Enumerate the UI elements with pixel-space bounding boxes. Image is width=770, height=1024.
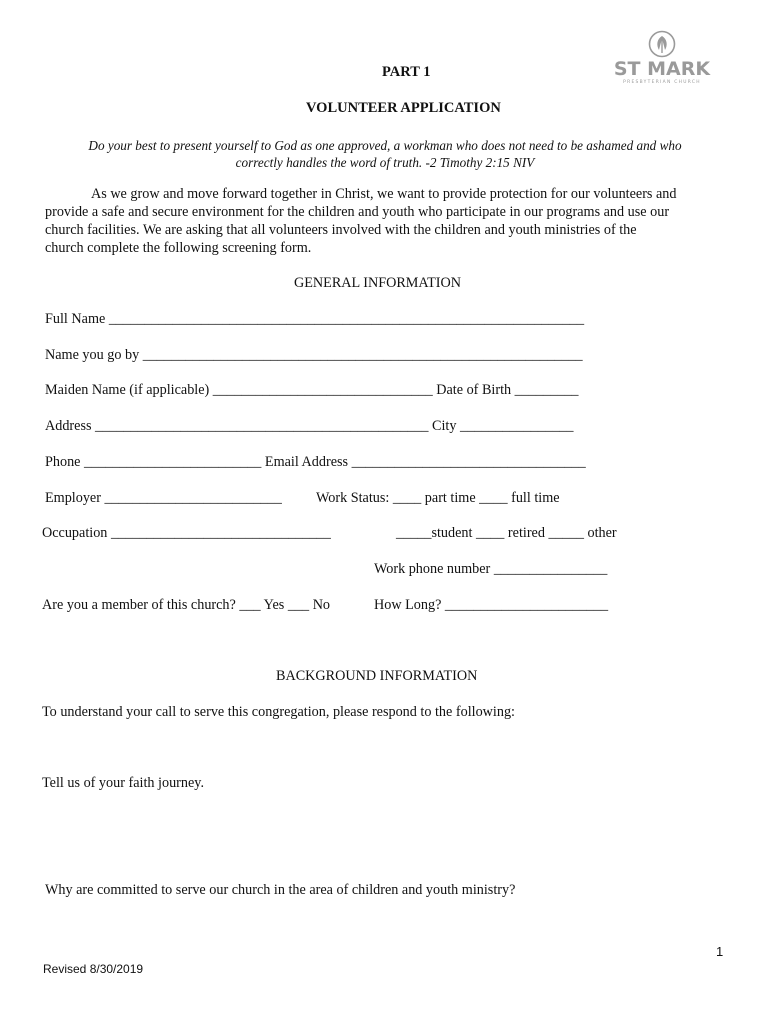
maiden-name-and-birth-date-field[interactable]: Maiden Name (if applicable) _______________________________ Date of Birth _________ [45,382,579,398]
page-number: 1 [716,944,724,959]
faith-journey-question: Tell us of your faith journey. [42,775,204,791]
background-information-heading: BACKGROUND INFORMATION [276,668,478,684]
membership-duration-field[interactable]: How Long? _______________________ [374,597,609,613]
commitment-question: Why are committed to serve our church in the area of children and youth ministry? [45,882,516,898]
intro-line-2: provide a safe and secure environment for the children and youth who participate in our programs and use our [45,204,670,220]
intro-line-4: church complete the following screening form. [45,240,312,256]
address-and-city-field[interactable]: Address _______________________________________________ City ________________ [45,418,574,434]
church-member-field[interactable]: Are you a member of this church? ___ Yes ___ No [42,597,331,613]
revision-date: Revised 8/30/2019 [43,962,144,976]
church-logo [612,30,712,90]
background-instructions: To understand your call to serve this congregation, please respond to the following: [42,704,515,720]
nickname-field[interactable]: Name you go by ______________________________________________________________ [45,347,583,363]
occupation-status-field[interactable]: _____student ____ retired _____ other [396,525,617,541]
intro-line-3: church facilities. We are asking that all volunteers involved with the children and youth ministries of the [45,222,637,238]
logo-name: ST MARK [613,58,711,80]
scripture-quote-line-2: correctly handles the word of truth. -2 Timothy 2:15 NIV [235,155,535,170]
logo-subtitle: PRESBYTERIAN CHURCH [623,80,701,85]
phone-and-email-field[interactable]: Phone _________________________ Email Address _________________________________ [45,454,586,470]
work-status-field[interactable]: Work Status: ____ part time ____ full time [316,490,560,506]
general-information-heading: GENERAL INFORMATION [294,275,461,291]
full-name-field[interactable]: Full Name ___________________________________________________________________ [45,311,585,327]
page-title: VOLUNTEER APPLICATION [306,100,501,116]
leaf-emblem-icon [648,30,676,58]
scripture-quote-line-1: Do your best to present yourself to God as one approved, a workman who does not need to be ashamed and who [88,138,682,153]
part-heading: PART 1 [382,64,431,80]
work-phone-field[interactable]: Work phone number ________________ [374,561,608,577]
employer-field[interactable]: Employer _________________________ [45,490,282,506]
intro-line-1: As we grow and move forward together in Christ, we want to provide protection for our volunteers and [91,186,677,202]
occupation-field[interactable]: Occupation _______________________________ [42,525,331,541]
